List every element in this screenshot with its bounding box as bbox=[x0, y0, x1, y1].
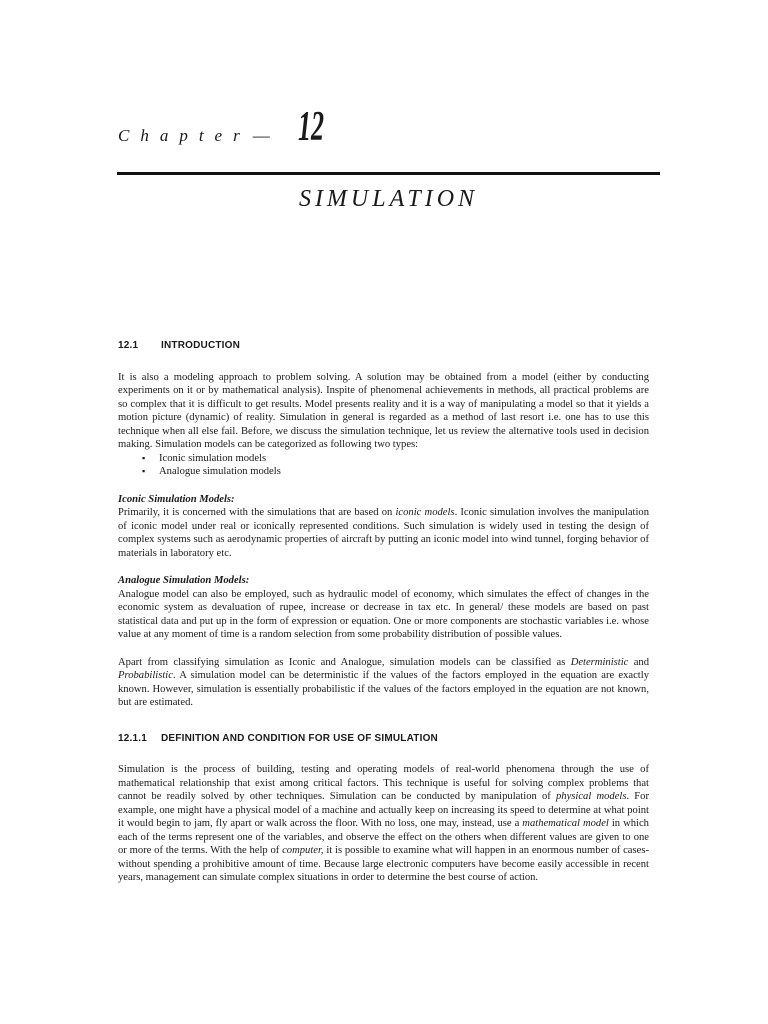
simulation-types-list bbox=[118, 452, 649, 479]
text-run: it is possible to examine what will happen in an enormous number of cases-without spending a prohibitive amount of time. Because large electronic computers have become easily accessible in recent years, management can simulate complex situations in order to determine the best course of action. bbox=[118, 845, 649, 883]
emphasis-text: computer, bbox=[282, 845, 324, 856]
emphasis-text: physical models bbox=[555, 791, 627, 802]
list-item: ▪ Analogue simulation models bbox=[142, 465, 649, 479]
emphasis-text: iconic models bbox=[395, 507, 455, 518]
emphasis-text: mathematical model bbox=[522, 818, 609, 829]
text-run: . For example, one might have a physical model of a machine and actually keep on increasing its speed to determine at what point it would begin to jam, fly apart or walk across the floor. With no loss, one may, instead, use a bbox=[118, 791, 649, 829]
chapter-rule bbox=[117, 172, 660, 175]
analogue-paragraph: Analogue model can also be employed, such as hydraulic model of economy, which simulates the effect of changes in the economic system as devaluation of rupee, increase or decrease in tax etc. In general/ these models are based on past statistical data and put up in the form of expression or equation. One or more components are stochastic variables i.e. whose value at any moment of time is a random selection from some probability distribution of possible values. bbox=[118, 588, 649, 640]
text-run: Primarily, it is concerned with the simulations that are based on bbox=[118, 507, 396, 518]
classification-paragraph bbox=[118, 656, 649, 710]
text-run: and bbox=[628, 656, 649, 668]
definition-paragraph bbox=[118, 763, 649, 885]
chapter-dash: — bbox=[252, 126, 270, 145]
text-run: Apart from classifying simulation as Iconic and Analogue, simulation models can be classified as bbox=[118, 656, 571, 668]
chapter-heading bbox=[118, 104, 340, 150]
text-run: . A simulation model can be deterministic if the values of the factors employed in the equation are exactly known. However, simulation is essentially probabilistic if the values of the factors employed in the equation are not known, but are estimated. bbox=[118, 670, 649, 708]
section-number: 12.1.1 bbox=[118, 732, 148, 744]
section-heading-definition bbox=[118, 732, 649, 746]
text-run: in which each of the terms represent one of the variables, and observe the effect on the others when different values are given to one or more of the terms. With the help of bbox=[118, 818, 649, 856]
section-heading-introduction bbox=[118, 339, 649, 353]
chapter-label: Chapter bbox=[118, 126, 251, 145]
intro-paragraph: It is also a modeling approach to problem solving. A solution may be obtained from a model (either by conducting experiments on it or by mathematical analysis). Inspite of phenomenal achievements in methods, all practical problems are so complex that it is difficult to get results. Model presents reality and it is a way of manipulating a model so that it yields a motion picture (dynamic) of reality. Simulation in general is regarded as a method of last resort i.e. one has to use this technique when all else fail. Before, we discuss the simulation technique, let us review the alternative tools used in decision making. Simulation models can be categorized as following two types: bbox=[118, 371, 649, 450]
list-item: ▪ Iconic simulation models bbox=[142, 452, 649, 466]
text-run: Simulation is the process of building, testing and operating models of real-world phenomena through the use of mathematical relationship that exist among critical factors. This technique is useful for solving complex problems that cannot be readily solved by other techniques. Simulation can be conducted by manipulation of bbox=[118, 764, 649, 802]
chapter-number: 12 bbox=[297, 104, 324, 150]
text-run: . Iconic simulation involves the manipulation of iconic model under real or iconically represented conditions. Such simulation is widely used in testing the design of complex systems such as aerodynamic properties of aircraft by putting an iconic model into wind tunnel, forging behavior of materials in laboratory etc. bbox=[118, 507, 649, 559]
chapter-title: SIMULATION bbox=[298, 186, 479, 212]
emphasis-text: Deterministic bbox=[570, 656, 629, 668]
analogue-heading: Analogue Simulation Models: bbox=[118, 575, 250, 586]
section-number: 12.1 bbox=[118, 340, 139, 351]
chapter-content bbox=[118, 339, 649, 885]
emphasis-text: Probabilistic bbox=[118, 670, 173, 681]
section-title: DEFINITION AND CONDITION FOR USE OF SIMULATION bbox=[161, 732, 438, 744]
iconic-paragraph bbox=[118, 506, 649, 560]
iconic-heading: Iconic Simulation Models: bbox=[118, 493, 235, 505]
section-title: INTRODUCTION bbox=[161, 340, 241, 351]
